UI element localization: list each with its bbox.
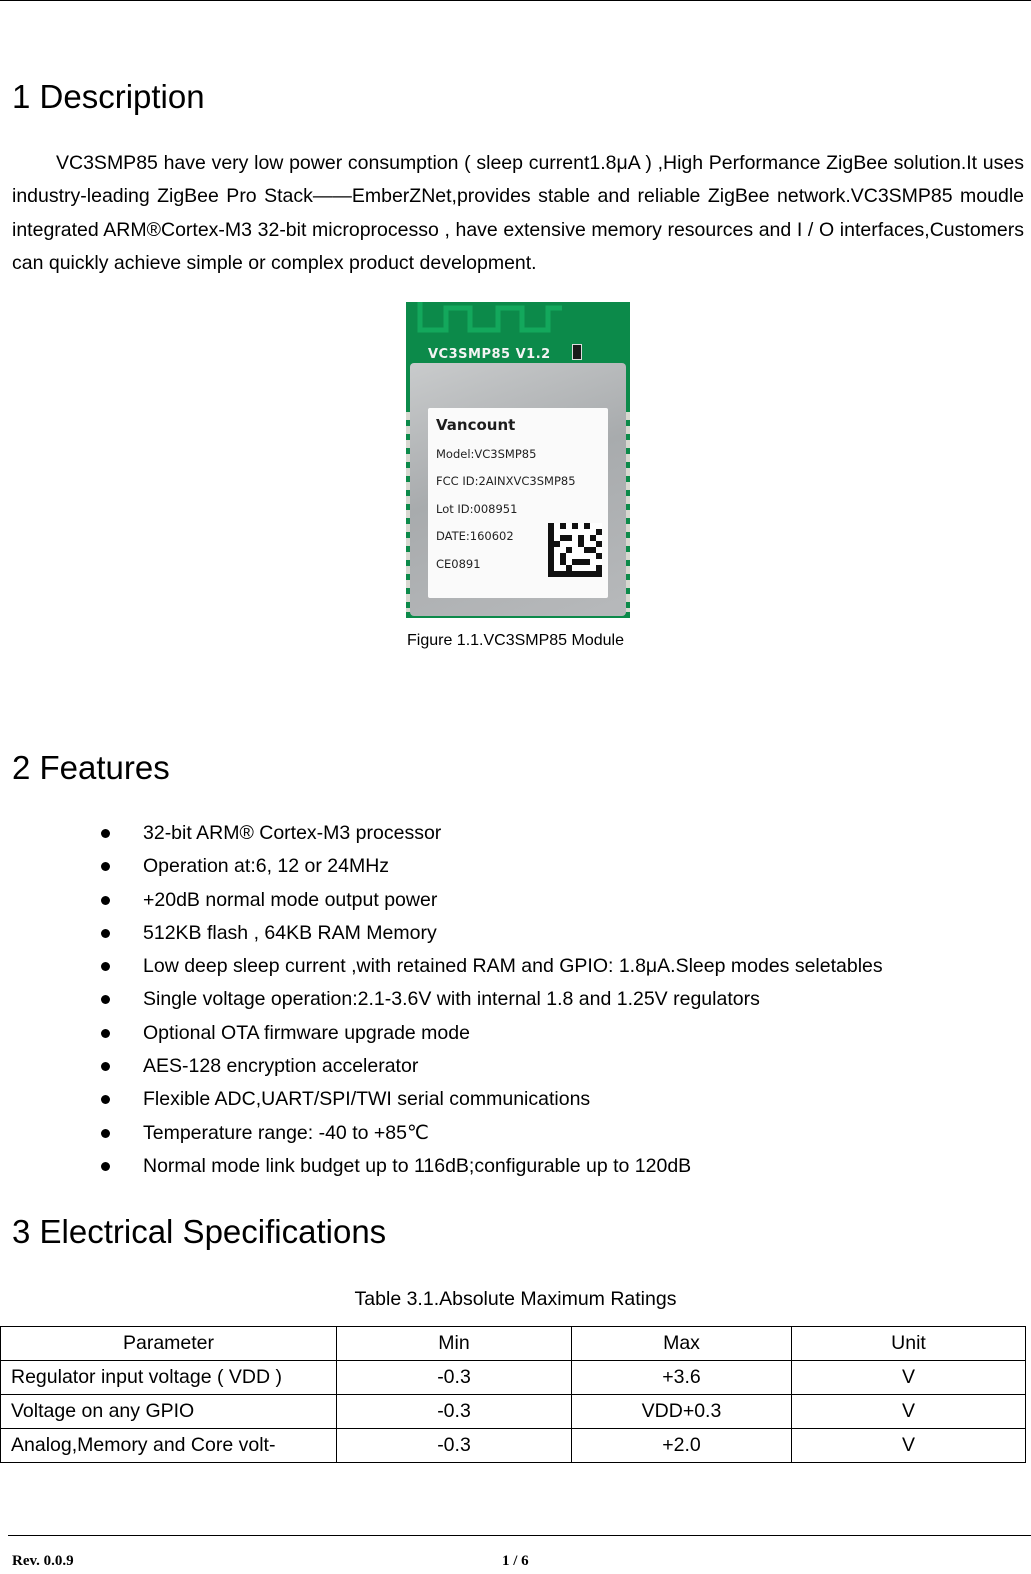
bullet-icon <box>101 829 110 838</box>
top-rule <box>0 0 1031 1</box>
label-model: Model:VC3SMP85 <box>436 447 537 461</box>
bullet-icon <box>101 1095 110 1104</box>
table-row <box>1 1361 1026 1395</box>
datamatrix-code-icon <box>548 523 602 577</box>
description-paragraph: VC3SMP85 have very low power consumption ( sleep current1.8μA ) ,High Performance ZigBee solution.It uses industry-leading ZigBee Pro Stack——EmberZNet,provides stable and reliable ZigBee network.VC3SMP85 moudle integrated ARM®Cortex-M3 32-bit microprocesso , have extensive memory resources and I / O interfaces,Customers can quickly achieve simple or complex product development. <box>12 152 1024 275</box>
bullet-icon <box>101 995 110 1004</box>
table-cell: Regulator input voltage ( VDD ) <box>1 1361 337 1395</box>
table-header-row <box>1 1327 1026 1361</box>
column-header-min: Min <box>337 1327 572 1361</box>
castellated-pads-right <box>626 412 630 612</box>
module-photo <box>406 302 630 618</box>
table-cell: Analog,Memory and Core volt- <box>1 1429 337 1463</box>
bullet-icon <box>101 962 110 971</box>
table-caption: Table 3.1.Absolute Maximum Ratings <box>354 1288 677 1310</box>
footer-revision: Rev. 0.0.9 <box>12 1553 74 1569</box>
bullet-icon <box>101 1029 110 1038</box>
pcb-antenna-trace <box>406 302 630 344</box>
module-silkscreen: VC3SMP85 V1.2 <box>428 347 551 362</box>
label-brand: Vancount <box>436 416 516 434</box>
table-cell: -0.3 <box>337 1429 572 1463</box>
table-cell: -0.3 <box>337 1395 572 1429</box>
bullet-icon <box>101 1162 110 1171</box>
bullet-icon <box>101 1062 110 1071</box>
column-header-unit: Unit <box>792 1327 1026 1361</box>
rf-shield-can <box>410 363 626 616</box>
section-heading-description: 1 Description <box>12 78 205 115</box>
table-cell: V <box>792 1429 1026 1463</box>
table-cell: Voltage on any GPIO <box>1 1395 337 1429</box>
label-fcc-id: FCC ID:2AINXVC3SMP85 <box>436 474 576 488</box>
footer-rule <box>8 1535 1031 1536</box>
label-ce: CE0891 <box>436 557 481 571</box>
table-cell: +3.6 <box>572 1361 792 1395</box>
column-header-parameter: Parameter <box>1 1327 337 1361</box>
label-lot-id: Lot ID:008951 <box>436 502 518 516</box>
footer-page-number: 1 / 6 <box>502 1553 529 1569</box>
figure-caption: Figure 1.1.VC3SMP85 Module <box>407 632 624 649</box>
table-cell: V <box>792 1395 1026 1429</box>
section-heading-features: 2 Features <box>12 749 170 786</box>
table-cell: -0.3 <box>337 1361 572 1395</box>
label-date: DATE:160602 <box>436 529 514 543</box>
module-label <box>428 408 608 598</box>
table-row <box>1 1395 1026 1429</box>
bullet-icon <box>101 896 110 905</box>
smd-component <box>572 344 582 360</box>
section-heading-electrical: 3 Electrical Specifications <box>12 1213 387 1250</box>
table-cell: V <box>792 1361 1026 1395</box>
bullet-icon <box>101 862 110 871</box>
table-cell: VDD+0.3 <box>572 1395 792 1429</box>
table-row <box>1 1429 1026 1463</box>
absolute-max-ratings-table <box>0 1326 1026 1463</box>
column-header-max: Max <box>572 1327 792 1361</box>
table-cell: +2.0 <box>572 1429 792 1463</box>
bullet-icon <box>101 929 110 938</box>
bullet-icon <box>101 1129 110 1138</box>
